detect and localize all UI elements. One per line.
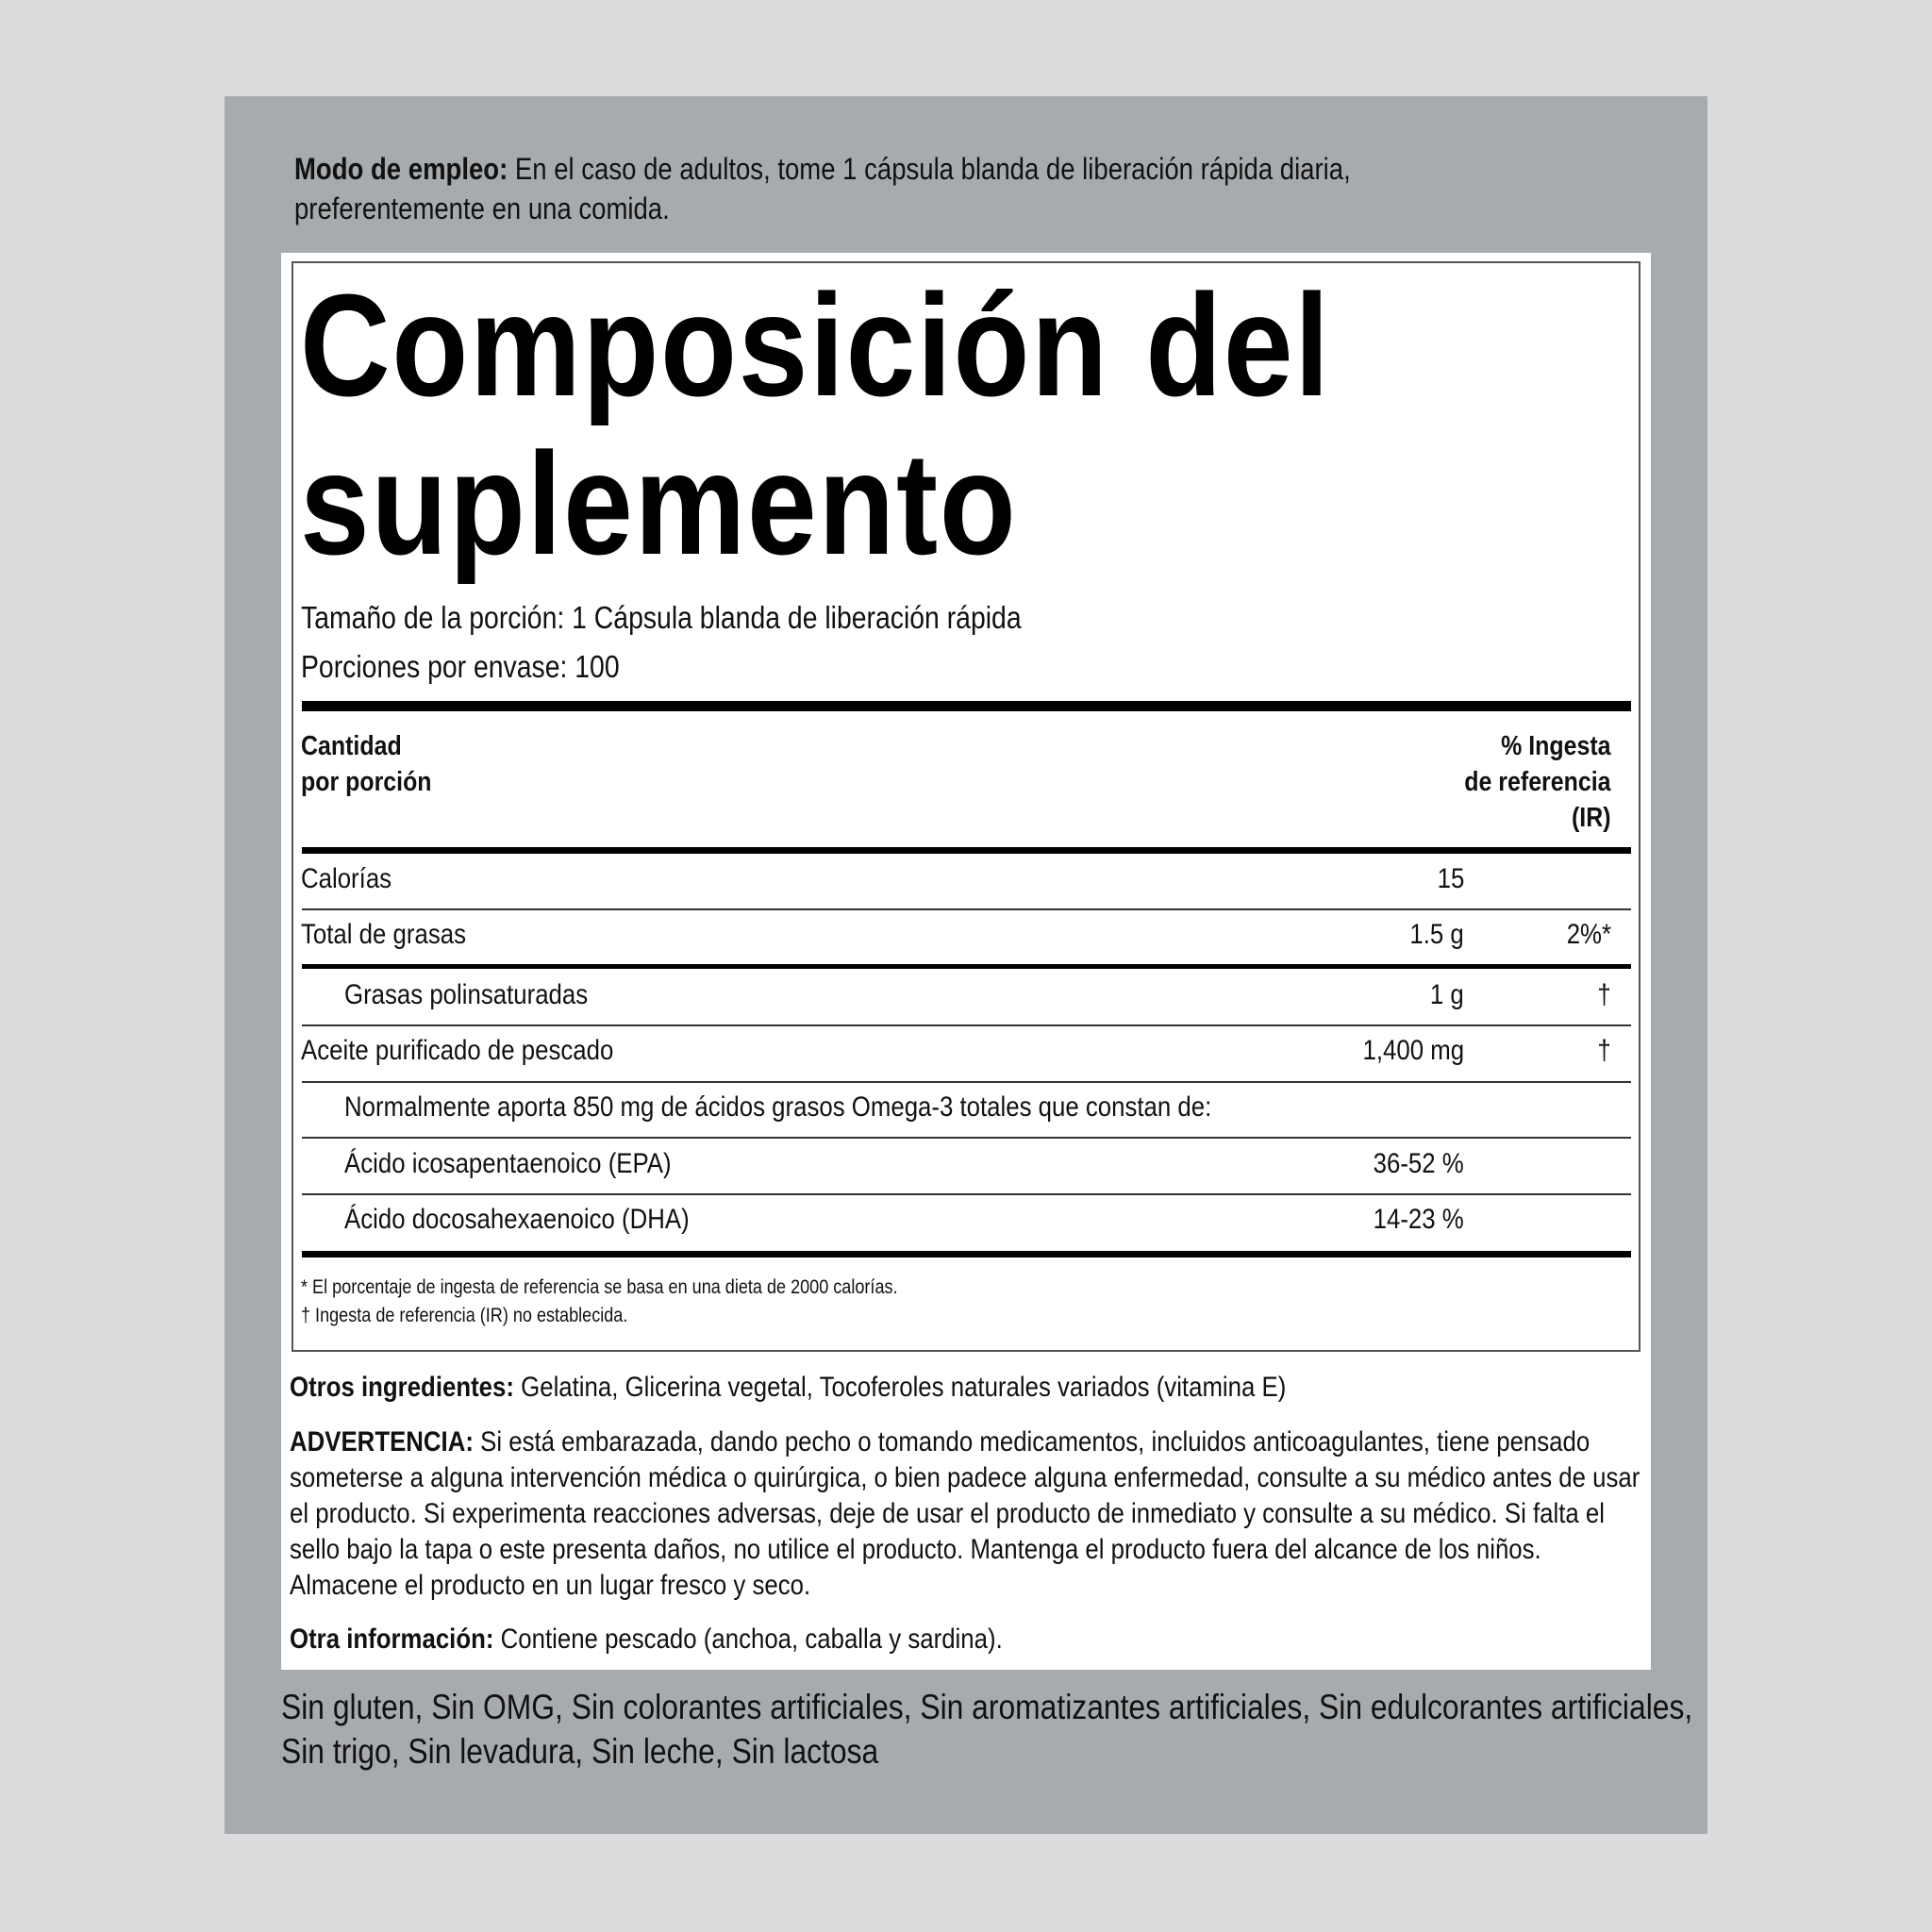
header-amount [301,728,432,800]
row-name-polyunsaturated: Grasas polinsaturadas [344,979,589,1010]
directions-label: Modo de empleo: [294,152,508,186]
facts-title-line1: Composición del [300,264,1331,426]
row-amount-calories: 15 [1437,863,1464,894]
row-name-fish-oil: Aceite purificado de pescado [301,1035,614,1066]
rule-row [302,1137,1631,1139]
servings-per-container: Porciones por envase: 100 [301,649,620,684]
row-name-calories: Calorías [301,863,392,894]
other-info [290,1622,1644,1657]
warning [290,1424,1644,1604]
row-amount-dha: 14-23 % [1373,1204,1464,1235]
header-ri-line2: de referencia [1464,767,1611,797]
row-name-epa: Ácido icosapentaenoico (EPA) [344,1148,672,1179]
header-ri [1465,728,1611,836]
row-amount-fish-oil: 1,400 mg [1362,1035,1464,1066]
directions-body: En el caso de adultos, tome 1 cápsula blanda de liberación rápida diaria, preferentemente en una comida. [294,152,1351,225]
footnote-percent: * El porcentaje de ingesta de referencia se basa en una dieta de 2000 calorías. [301,1276,898,1298]
rule-header [302,847,1631,854]
other-ingredients-label: Otros ingredientes: [290,1372,514,1403]
header-ri-line3: (IR) [1572,803,1611,833]
row-ri-total-fat: 2%* [1566,919,1611,950]
rule-top [302,701,1631,711]
rule-row [302,964,1631,969]
footnote-dagger: † Ingesta de referencia (IR) no establecida. [301,1305,628,1326]
row-amount-polyunsaturated: 1 g [1430,979,1464,1010]
other-info-text: Contiene pescado (anchoa, caballa y sardina). [493,1624,1003,1655]
rule-row [302,908,1631,910]
header-amount-line1: Cantidad [301,731,402,761]
facts-title [300,266,1598,583]
rule-row [302,1024,1631,1026]
warning-label: ADVERTENCIA: [290,1426,474,1457]
facts-title-line2: suplemento [300,423,1018,585]
row-amount-total-fat: 1.5 g [1409,919,1464,950]
row-ri-fish-oil: † [1597,1035,1611,1066]
row-amount-epa: 36-52 % [1373,1148,1464,1179]
other-ingredients-text: Gelatina, Glicerina vegetal, Tocoferoles naturales variados (vitamina E) [513,1372,1287,1403]
warning-text: Si está embarazada, dando pecho o tomando medicamentos, incluidos anticoagulantes, tiene pensado someterse a alguna intervención médica o quirúrgica, o bien padece alguna enfermedad, consulte a su médico antes de usar el producto. Si experimenta reacciones adversas, deje de usar el producto de inmediato y consulte a su médico. Si falta el sello bajo la tapa o este presenta daños, no utilice el producto. Mantenga el producto fuera del alcance de los niños. Almacene el producto en un lugar fresco y seco. [290,1426,1641,1601]
row-name-dha: Ácido docosahexaenoico (DHA) [344,1204,690,1235]
free-from-text: Sin gluten, Sin OMG, Sin colorantes artificiales, Sin aromatizantes artificiales, Sin edulcorantes artificiales, Sin trigo, Sin levadura, Sin leche, Sin lactosa [281,1688,1693,1771]
serving-size: Tamaño de la porción: 1 Cápsula blanda de liberación rápida [301,600,1022,635]
header-ri-line1: % Ingesta [1501,731,1611,761]
row-ri-polyunsaturated: † [1597,979,1611,1010]
row-name-omega3-note: Normalmente aporta 850 mg de ácidos grasos Omega-3 totales que constan de: [344,1091,1212,1123]
other-info-label: Otra información: [290,1624,494,1655]
row-name-total-fat: Total de grasas [301,919,466,950]
rule-row [302,1081,1631,1083]
header-amount-line2: por porción [301,767,432,797]
other-ingredients [290,1370,1644,1406]
rule-row [302,1193,1631,1195]
directions-text [294,149,1495,228]
rule-bottom [302,1251,1631,1257]
